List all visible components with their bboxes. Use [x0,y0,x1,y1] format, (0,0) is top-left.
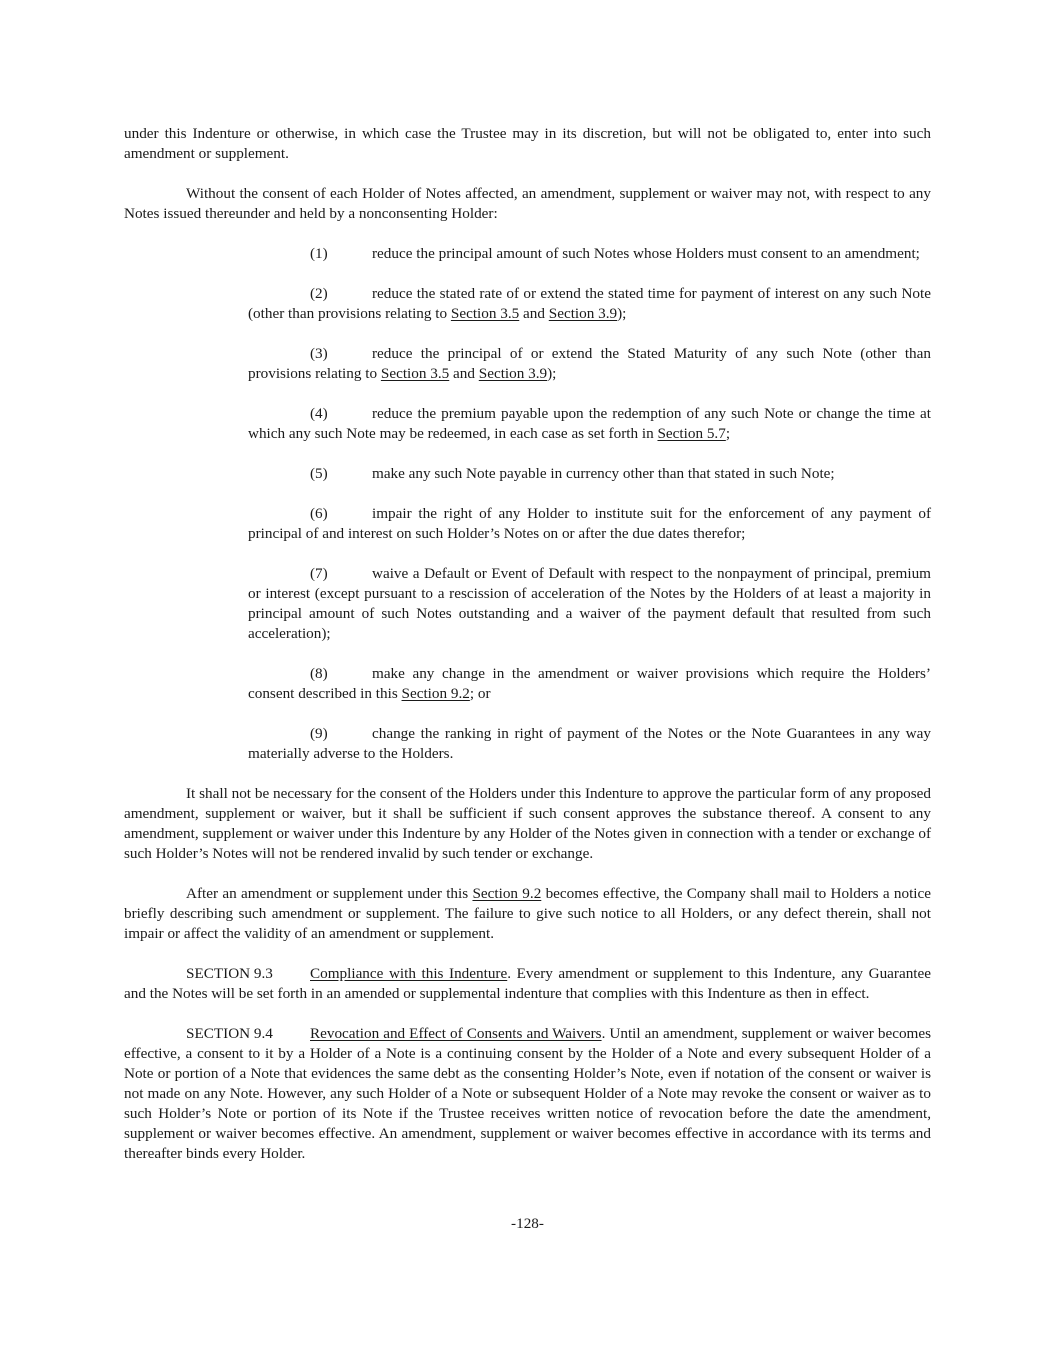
list-item-5 [248,464,931,484]
item-text: and [519,305,549,322]
section-title: Compliance with this Indenture [310,965,508,982]
item-text: reduce the premium payable upon the redemption of any such Note or change the time at which any such Note may be redeemed, in each case as set forth in [248,405,931,442]
list-item-3 [248,344,931,384]
item-number: (8) [310,665,328,682]
section-reference-link: Section 5.7 [657,425,726,442]
item-number: (4) [310,405,328,422]
item-text: ; [725,425,731,442]
paragraph-text: After an amendment or supplement under this [186,885,473,902]
item-text: reduce the stated rate of or extend the stated time for payment of interest on any such Note (other than provisions relating to [248,285,931,322]
paragraph-notice [124,884,931,944]
section-reference-link: Section 3.9 [478,365,548,382]
item-number: (6) [310,505,328,522]
section-body: . Every amendment or supplement to this Indenture, any Guarantee and the Notes will be set forth in an amended or supplemental indenture that complies with this Indenture as then in effect. [124,965,931,1002]
section-label: SECTION 9.3 [186,965,273,982]
section-body: . Until an amendment, supplement or waiver becomes effective, a consent to it by a Holder of a Note is a continuing consent by the Holder of a Note and every subsequent Holder of a Note or portion of a Note that evidences the same debt as the consenting Holder’s Note, even if notation of the consent or waiver is not made on any Note. However, any such Holder of a Note or subsequent Holder of a Note may revoke the consent or waiver as to such Holder’s Note or portion of its Note if the Trustee receives written notice of revocation before the date the amendment, supplement or waiver becomes effective. An amendment, supplement or waiver becomes effective in accordance with its terms and thereafter binds every Holder. [124,1025,931,1162]
list-item-7 [248,564,931,644]
section-reference-link: Section 3.5 [450,305,520,322]
item-text: ); [617,305,627,322]
section-reference-link: Section 9.2 [472,885,542,902]
list-item-6 [248,504,931,544]
item-text: waive a Default or Event of Default with respect to the nonpayment of principal, premium or interest (except pursuant to a rescission of acceleration of the Notes by the Holders of at least a majority in principal amount of such Notes outstanding and a waiver of the payment default that resulted from such acceleration); [248,565,931,642]
section-reference-link: Section 9.2 [401,685,470,702]
section-reference-link: Section 3.9 [548,305,618,322]
page-number: -128- [511,1215,544,1232]
item-text: and [449,365,479,382]
paragraph-consent-intro: Without the consent of each Holder of Notes affected, an amendment, supplement or waiver may not, with respect to any Notes issued thereunder and held by a nonconsenting Holder: [124,185,931,222]
item-number: (2) [310,285,328,302]
item-text: make any such Note payable in currency other than that stated in such Note; [372,465,835,482]
item-number: (5) [310,465,328,482]
item-text: ; or [469,685,491,702]
section-reference-link: Section 3.5 [380,365,450,382]
document-body [124,124,931,1184]
item-text: impair the right of any Holder to institute suit for the enforcement of any payment of principal of and interest on such Holder’s Notes on or after the due dates therefor; [248,505,931,542]
section-title: Revocation and Effect of Consents and Waivers [310,1025,602,1042]
paragraph-continuation: under this Indenture or otherwise, in which case the Trustee may in its discretion, but will not be obligated to, enter into such amendment or supplement. [124,125,931,162]
item-text: change the ranking in right of payment of the Notes or the Note Guarantees in any way materially adverse to the Holders. [248,725,931,762]
paragraph-consent-form: It shall not be necessary for the consent of the Holders under this Indenture to approve the particular form of any proposed amendment, supplement or waiver, but it shall be sufficient if such consent approves the substance thereof. A consent to any amendment, supplement or waiver under this Indenture by any Holder of the Notes given in connection with a tender or exchange of such Holder’s Notes will not be rendered invalid by such tender or exchange. [124,785,931,862]
item-number: (9) [310,725,328,742]
list-item-2 [248,284,931,324]
list-item-8 [248,664,931,704]
list-item-4 [248,404,931,444]
item-text: reduce the principal of or extend the Stated Maturity of any such Note (other than provisions relating to [248,345,931,382]
item-text: make any change in the amendment or waiver provisions which require the Holders’ consent described in this [248,665,931,702]
section-label: SECTION 9.4 [186,1025,273,1042]
list-item-9 [248,724,931,764]
item-number: (7) [310,565,328,582]
section-9-3 [124,964,931,1004]
item-number: (1) [310,245,328,262]
list-item-1 [248,244,931,264]
item-text: ); [547,365,557,382]
paragraph-text: becomes effective, the Company shall mail to Holders a notice briefly describing such amendment or supplement. The failure to give such notice to all Holders, or any defect therein, shall not impair or affect the validity of an amendment or supplement. [124,885,931,942]
section-9-4 [124,1024,931,1164]
item-text: reduce the principal amount of such Notes whose Holders must consent to an amendment; [372,245,920,262]
item-number: (3) [310,345,328,362]
